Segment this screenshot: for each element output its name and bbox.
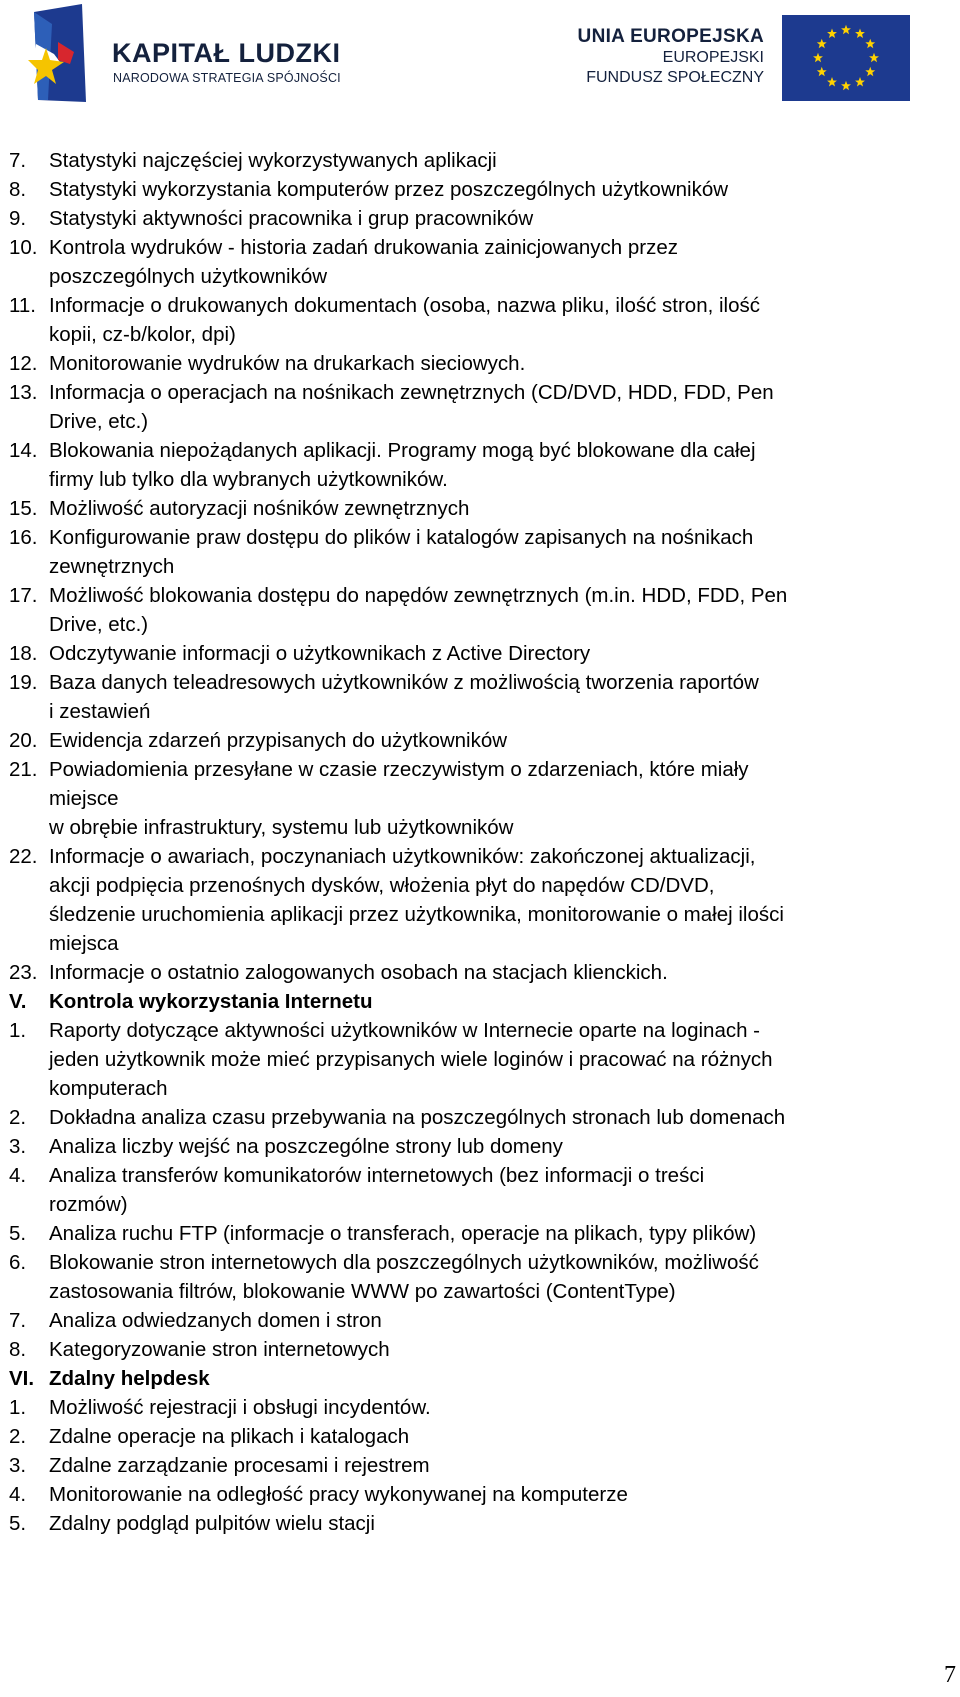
eu-logo-text [578,26,764,88]
list-item-text [49,1219,956,1248]
list-item [0,581,960,639]
list-item [0,1219,960,1248]
list-item-line: Ewidencja zdarzeń przypisanych do użytkowników [49,729,508,752]
list-item-line: Monitorowanie wydruków na drukarkach sieciowych. [49,352,526,375]
list-item-line: Analiza transferów komunikatorów internetowych (bez informacji o treści [49,1164,705,1187]
list-item [0,1016,960,1103]
list-item-line: Kategoryzowanie stron internetowych [49,1338,390,1361]
eu-line-3: FUNDUSZ SPOŁECZNY [586,69,764,86]
list-item-text [49,1364,956,1393]
list-item-line: jeden użytkownik może mieć przypisanych wiele loginów i pracować na różnych [49,1048,773,1071]
list-item-text [49,726,956,755]
list-item-line: Monitorowanie na odległość pracy wykonywanej na komputerze [49,1483,628,1506]
list-item-line: Możliwość autoryzacji nośników zewnętrznych [49,497,470,520]
list-item-line: Informacje o awariach, poczynaniach użytkowników: zakończonej aktualizacji, [49,845,756,868]
list-item-text [49,233,956,291]
list-item [0,291,960,349]
list-item-text [49,1103,956,1132]
list-item-number: 4. [9,1164,27,1187]
list-item-line: Możliwość blokowania dostępu do napędów zewnętrznych (m.in. HDD, FDD, Pen [49,584,788,607]
list-item-text [49,1393,956,1422]
list-item-line: akcji podpięcia przenośnych dysków, włożenia płyt do napędów CD/DVD, [49,874,715,897]
list-item-number: 23. [9,961,38,984]
list-item-line: Kontrola wykorzystania Internetu [49,990,373,1013]
list-item-line: Analiza ruchu FTP (informacje o transferach, operacje na plikach, typy plików) [49,1222,757,1245]
list-item-number: 11. [9,294,36,317]
list-item-text [49,1306,956,1335]
eu-line-2: EUROPEJSKI [662,49,764,66]
list-item-line: w obrębie infrastruktury, systemu lub użytkowników [49,816,514,839]
list-item-text [49,1422,956,1451]
list-item-line: Analiza odwiedzanych domen i stron [49,1309,382,1332]
list-item [0,668,960,726]
section-heading [0,1364,960,1393]
list-item-line: Zdalny podgląd pulpitów wielu stacji [49,1512,375,1535]
list-item [0,146,960,175]
list-item-line: Zdalne operacje na plikach i katalogach [49,1425,410,1448]
section-heading [0,987,960,1016]
document-body [0,146,960,1538]
list-item-line: Statystyki najczęściej wykorzystywanych aplikacji [49,149,497,172]
list-item-number: 5. [9,1222,27,1245]
list-item-number: 12. [9,352,38,375]
list-item-number: 4. [9,1483,27,1506]
list-item [0,1132,960,1161]
list-item-number: 5. [9,1512,27,1535]
list-item-number: 6. [9,1251,27,1274]
list-item-line: Zdalny helpdesk [49,1367,210,1390]
list-item-number: 17. [9,584,38,607]
kapital-ludzki-emblem-icon [28,4,90,106]
list-item [0,639,960,668]
list-item-line: Statystyki aktywności pracownika i grup pracowników [49,207,534,230]
kapital-ludzki-subtitle: NARODOWA STRATEGIA SPÓJNOŚCI [113,71,341,85]
list-item-number: 10. [9,236,38,259]
list-item-number: 19. [9,671,38,694]
list-item-text [49,378,956,436]
list-item-number: 3. [9,1135,27,1158]
list-item-line: Możliwość rejestracji i obsługi incydentów. [49,1396,431,1419]
list-item-text [49,1509,956,1538]
list-item [0,1248,960,1306]
list-item [0,204,960,233]
list-item-line: Drive, etc.) [49,613,149,636]
list-item-line: Powiadomienia przesyłane w czasie rzeczywistym o zdarzeniach, które miały [49,758,749,781]
list-item [0,755,960,842]
list-item-number: 22. [9,845,38,868]
list-item-line: i zestawień [49,700,151,723]
list-item-text [49,1335,956,1364]
list-item [0,842,960,958]
list-item-number: 18. [9,642,38,665]
list-item-text [49,1161,956,1219]
list-item [0,523,960,581]
list-item-number: 1. [9,1019,27,1042]
list-item-line: Kontrola wydruków - historia zadań drukowania zainicjowanych przez [49,236,678,259]
list-item [0,958,960,987]
list-item-line: Analiza liczby wejść na poszczególne strony lub domeny [49,1135,563,1158]
list-item [0,1480,960,1509]
list-item-number: 7. [9,149,27,172]
list-item-text [49,639,956,668]
list-item-text [49,581,956,639]
list-item-line: Statystyki wykorzystania komputerów przez poszczególnych użytkowników [49,178,729,201]
list-item-number: 1. [9,1396,27,1419]
list-item-number: 15. [9,497,38,520]
list-item-line: Informacje o ostatnio zalogowanych osobach na stacjach klienckich. [49,961,668,984]
list-item-number: 3. [9,1454,27,1477]
list-item-number: 14. [9,439,38,462]
list-item-text [49,958,956,987]
list-item-line: Zdalne zarządzanie procesami i rejestrem [49,1454,430,1477]
list-item-line: miejsca [49,932,119,955]
list-item-line: miejsce [49,787,119,810]
list-item-text [49,146,956,175]
list-item-number: 8. [9,1338,27,1361]
eu-flag-icon [782,15,910,101]
list-item-number: 7. [9,1309,27,1332]
list-item [0,1335,960,1364]
list-item-line: firmy lub tylko dla wybranych użytkowników. [49,468,448,491]
list-item-text [49,204,956,233]
list-item-line: komputerach [49,1077,168,1100]
kapital-ludzki-title: KAPITAŁ LUDZKI [112,38,341,68]
list-item-line: Blokowania niepożądanych aplikacji. Programy mogą być blokowane dla całej [49,439,756,462]
list-item-line: Konfigurowanie praw dostępu do plików i katalogów zapisanych na nośnikach [49,526,754,549]
list-item-number: 2. [9,1425,27,1448]
list-item-text [49,1451,956,1480]
list-item-text [49,1016,956,1103]
list-item-number: 13. [9,381,38,404]
list-item-number: 9. [9,207,27,230]
list-item-text [49,349,956,378]
list-item-text [49,494,956,523]
list-item-line: zewnętrznych [49,555,175,578]
list-item-number: 20. [9,729,38,752]
list-item-line: Informacja o operacjach na nośnikach zewnętrznych (CD/DVD, HDD, FDD, Pen [49,381,774,404]
list-item-line: Dokładna analiza czasu przebywania na poszczególnych stronach lub domenach [49,1106,786,1129]
page-header [0,0,960,120]
list-item-line: rozmów) [49,1193,128,1216]
list-item [0,1451,960,1480]
list-item [0,233,960,291]
list-item [0,1161,960,1219]
list-item-line: Drive, etc.) [49,410,149,433]
list-item-number: VI. [9,1367,35,1390]
list-item-line: śledzenie uruchomienia aplikacji przez użytkownika, monitorowanie o małej ilości [49,903,784,926]
list-item-line: Raporty dotyczące aktywności użytkowników w Internecie oparte na loginach - [49,1019,761,1042]
list-item [0,349,960,378]
list-item-number: 8. [9,178,27,201]
list-item [0,1393,960,1422]
list-item-text [49,436,956,494]
list-item-text [49,175,956,204]
list-item-text [49,291,956,349]
list-item [0,436,960,494]
list-item-text [49,987,956,1016]
page-number: 7 [944,1662,956,1688]
list-item-line: Blokowanie stron internetowych dla poszczególnych użytkowników, możliwość [49,1251,759,1274]
list-item-line: Informacje o drukowanych dokumentach (osoba, nazwa pliku, ilość stron, ilość [49,294,761,317]
list-item [0,378,960,436]
list-item-number: 16. [9,526,38,549]
list-item-number: 2. [9,1106,27,1129]
list-item-text [49,1132,956,1161]
list-item-number: V. [9,990,27,1013]
list-item-line: poszczególnych użytkowników [49,265,328,288]
list-item [0,1422,960,1451]
list-item-text [49,668,956,726]
list-item-line: zastosowania filtrów, blokowanie WWW po zawartości (ContentType) [49,1280,676,1303]
list-item [0,726,960,755]
list-item-number: 21. [9,758,38,781]
list-item [0,1103,960,1132]
list-item-text [49,755,956,842]
list-item-text [49,1248,956,1306]
list-item [0,1306,960,1335]
list-item-text [49,842,956,958]
list-item [0,494,960,523]
list-item-line: Odczytywanie informacji o użytkownikach z Active Directory [49,642,591,665]
list-item-text [49,1480,956,1509]
list-item [0,1509,960,1538]
list-item-line: Baza danych teleadresowych użytkowników z możliwością tworzenia raportów [49,671,759,694]
list-item [0,175,960,204]
list-item-line: kopii, cz-b/kolor, dpi) [49,323,236,346]
eu-line-1: UNIA EUROPEJSKA [577,26,764,47]
list-item-text [49,523,956,581]
